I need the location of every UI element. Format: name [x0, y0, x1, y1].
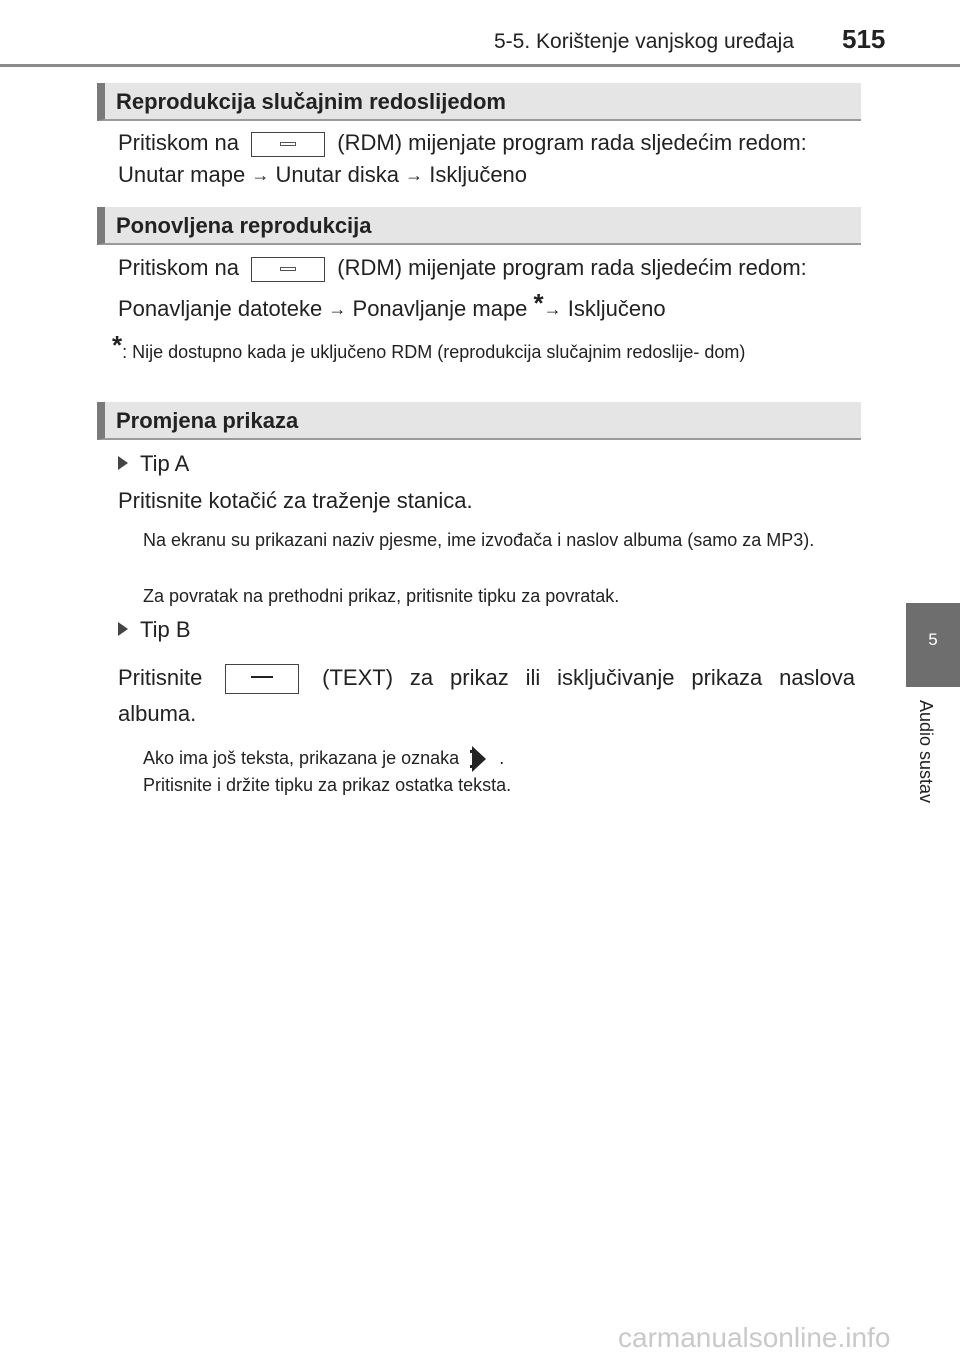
type-b-label: [118, 617, 191, 643]
text: Unutar mape: [118, 162, 246, 187]
right-arrow-icon: →: [251, 165, 270, 185]
footnote-star: *: [533, 288, 544, 318]
random-line-1: [118, 130, 807, 157]
section-heading-text: Promjena prikaza: [116, 408, 299, 433]
text: (RDM) mijenjate program rada sljedećim redom:: [337, 130, 807, 155]
text: Pritisnite: [118, 664, 203, 690]
text: Ponavljanje datoteke: [118, 296, 323, 321]
more-text-arrow-icon: [470, 744, 488, 774]
text: Isključeno: [567, 296, 666, 321]
type-a-note-1: Na ekranu su prikazani naziv pjesme, ime izvođača i naslov albuma (samo za MP3).: [143, 530, 815, 550]
text: Pritiskom na: [118, 255, 240, 280]
rdm-button-icon: [251, 132, 325, 157]
text: Tip B: [140, 617, 191, 642]
text: (RDM) mijenjate program rada sljedećim redom:: [337, 255, 807, 280]
text: Isključeno: [429, 162, 528, 187]
type-b-note-1: [143, 744, 504, 774]
right-arrow-icon: →: [328, 299, 347, 319]
section-heading-text: Reprodukcija slučajnim redoslijedom: [116, 89, 506, 114]
repeat-line-1: [118, 255, 807, 282]
text: Unutar diska: [275, 162, 399, 187]
text: .: [499, 747, 505, 768]
type-a-text: Pritisnite kotačić za traženje stanica.: [118, 488, 473, 513]
header-rule: [0, 64, 960, 67]
text: Tip A: [140, 451, 190, 476]
section-title: 5-5. Korištenje vanjskog uređaja: [494, 30, 795, 53]
section-heading-text: Ponovljena reprodukcija: [116, 213, 372, 238]
type-b-line-2: albuma.: [118, 701, 197, 726]
triangle-bullet-icon: [118, 622, 128, 636]
type-a-label: [118, 451, 189, 477]
chapter-tab: 5: [906, 603, 960, 687]
footnote-text: : Nije dostupno kada je uključeno RDM (reprodukcija slučajnim redoslije- dom): [122, 342, 746, 362]
rdm-button-icon: [251, 257, 325, 282]
text: Ako ima još teksta, prikazana je oznaka: [143, 747, 460, 768]
section-heading-display: [97, 402, 861, 440]
random-line-2: [118, 162, 527, 188]
section-heading-random: [97, 83, 861, 121]
chapter-label: Audio sustav: [916, 700, 936, 804]
footnote: [112, 330, 855, 363]
section-heading-repeat: [97, 207, 861, 245]
text: Ponavljanje mape: [352, 296, 528, 321]
repeat-line-2: [118, 288, 666, 322]
footnote-mark: *: [112, 330, 123, 360]
text-button-icon: [225, 664, 299, 694]
right-arrow-icon: →: [405, 165, 424, 185]
watermark: carmanualsonline.info: [618, 1322, 891, 1353]
type-b-line-1: [118, 664, 855, 694]
page-number: 515: [842, 24, 886, 54]
right-arrow-icon: →: [543, 299, 562, 319]
text: (TEXT) za prikaz ili isključivanje prikaza naslova: [322, 664, 855, 690]
triangle-bullet-icon: [118, 456, 128, 470]
type-b-note-2: Pritisnite i držite tipku za prikaz ostatka teksta.: [143, 775, 512, 795]
type-a-note-2: Za povratak na prethodni prikaz, pritisnite tipku za povratak.: [143, 586, 620, 606]
text: Pritiskom na: [118, 130, 240, 155]
